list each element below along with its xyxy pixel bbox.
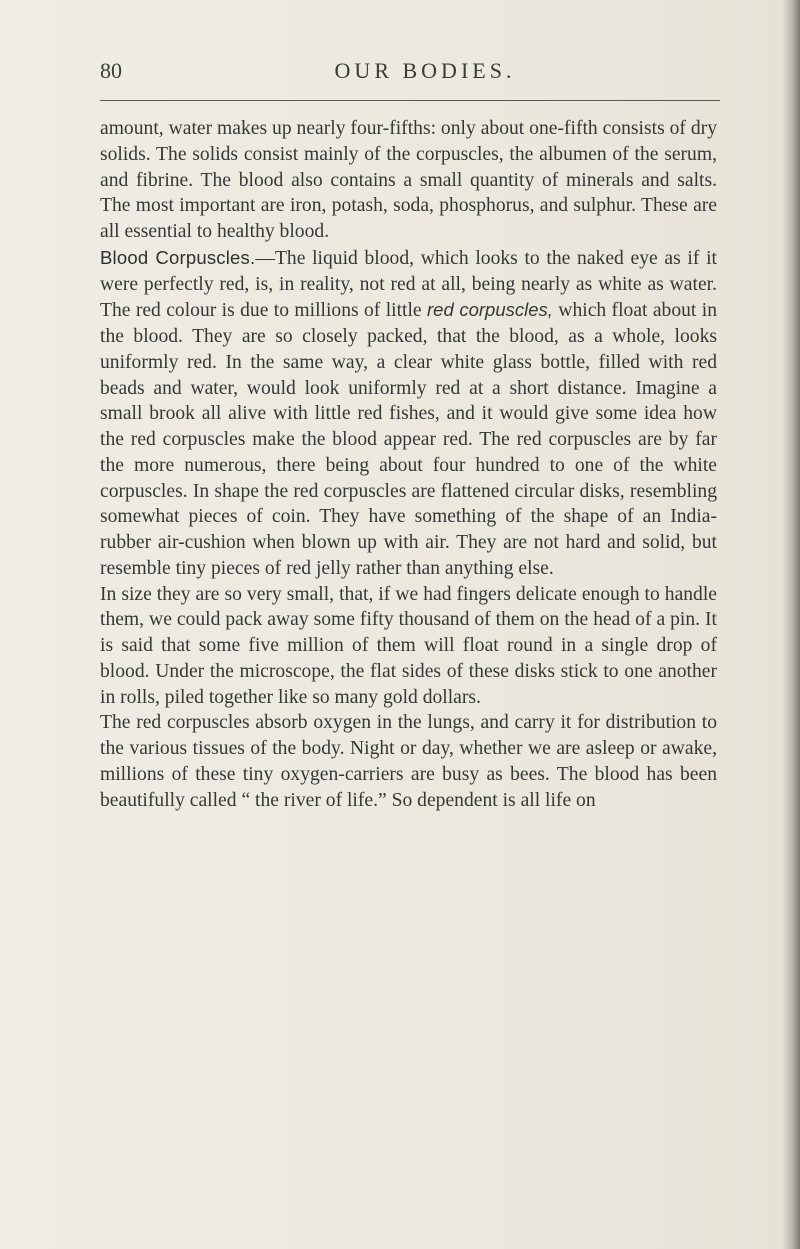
running-title: OUR BODIES. — [334, 58, 516, 83]
paragraph-3: In size they are so very small, that, if we had fingers delicate enough to handle them, we could pack away some fifty thousand of them on the head of a pin. It is said that some five million of them will float round in a single drop of blood. Under the microscope, the flat sides of these disks stick to one another in rolls, piled together like so many gold dollars. — [100, 583, 717, 708]
paragraph-2 — [100, 245, 717, 582]
paragraph-2-text-b: which float about in the blood. They are so closely packed, that the blood, as a whole, looks uniformly red. In the same way, a clear white glass bottle, filled with red beads and water, would look uniformly red at a short distance. Imagine a small brook all alive with little red fishes, and it would give some idea how the red corpuscles make the blood appear red. The red corpuscles are by far the more numerous, there being about four hundred to one of the white corpuscles. In shape the red corpuscles are flattened circular disks, resembling somewhat pieces of coin. They have something of the shape of an India-rubber air-cushion when blown up with air. They are not hard and solid, but resemble tiny pieces of red jelly rather than anything else. — [100, 300, 717, 579]
header-rule — [100, 100, 720, 101]
paragraph-2-text-a: —The liquid blood, which looks to the naked eye as if it were perfectly red, is, in reality, not red at all, being nearly as white as water. The red colour is due to millions of little — [100, 247, 717, 322]
section-heading: Blood Corpuscles. — [100, 246, 256, 268]
paragraph-1: amount, water makes up nearly four-fifths: only about one-fifth consists of dry solids. The solids consist mainly of the corpuscles, the albumen of the serum, and fibrine. The blood also contains a small quantity of minerals and salts. The most important are iron, potash, soda, phosphorus, and sulphur. These are all essential to healthy blood. — [100, 118, 717, 242]
italic-term: red corpuscles, — [427, 299, 553, 321]
paragraph-4: The red corpuscles absorb oxygen in the lungs, and carry it for distribution to the various tissues of the body. Night or day, whether we are asleep or awake, millions of these tiny oxygen-carriers are busy as bees. The blood has been beautifully called “ the river of life.” So dependent is all life on — [100, 712, 717, 811]
page-header — [100, 58, 720, 88]
page-edge-shadow — [782, 0, 800, 1249]
body-text — [100, 116, 717, 813]
page-number: 80 — [100, 58, 122, 83]
